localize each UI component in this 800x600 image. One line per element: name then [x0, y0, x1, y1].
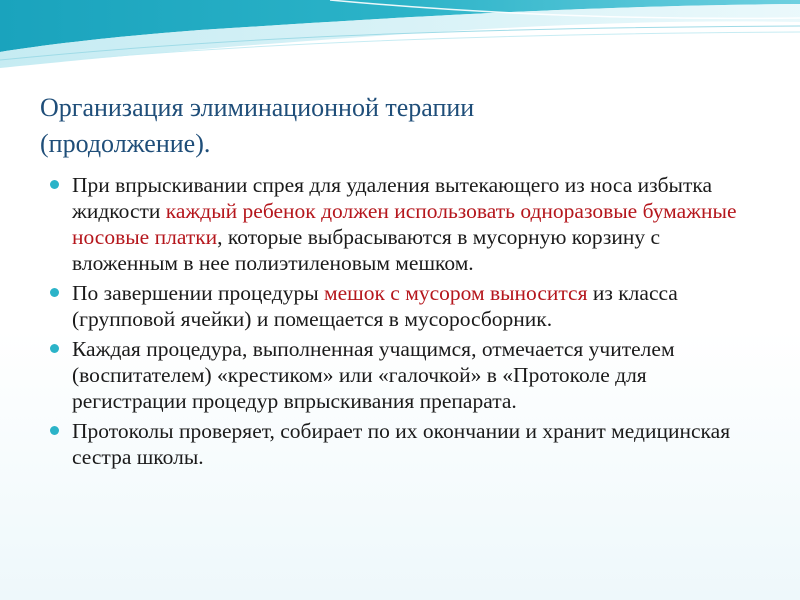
bullet-dot-icon	[50, 426, 59, 435]
bullet-item-tissues	[50, 172, 750, 276]
bullet-dot-icon	[50, 288, 59, 297]
bullet-text: Протоколы проверяет, собирает по их окончании и хранит медицинская сестра школы.	[72, 419, 731, 469]
slide-title-line2: (продолжение).	[40, 129, 211, 158]
bullet-text: из класса (групповой ячейки) и помещается в мусоросборник.	[72, 281, 678, 331]
bullet-item-nurse	[50, 418, 750, 470]
bullet-highlight: мешок с мусором выносится	[324, 281, 588, 305]
bullet-highlight: каждый ребенок должен использовать одноразовые бумажные носовые платки	[72, 199, 737, 249]
slide-title	[40, 90, 760, 162]
bullet-dot-icon	[50, 180, 59, 189]
wave-decoration	[0, 0, 800, 80]
bullet-text: Каждая процедура, выполненная учащимся, отмечается учителем (воспитателем) «крестиком» или «галочкой» в «Протоколе для регистрации процедур впрыскивания препарата.	[72, 337, 675, 413]
bullet-text: По завершении процедуры	[72, 281, 325, 305]
bullet-item-protocol-marking	[50, 336, 750, 414]
slide-title-line1: Организация элиминационной терапии	[40, 93, 475, 122]
bullet-item-trash-bag	[50, 280, 750, 332]
bullet-text: При впрыскивании спрея для удаления вытекающего из носа избытка жидкости	[72, 173, 713, 223]
bullet-text: , которые выбрасываются в мусорную корзину с вложенным в нее полиэтиленовым мешком.	[72, 225, 661, 275]
bullet-dot-icon	[50, 344, 59, 353]
bullet-list	[50, 172, 750, 474]
